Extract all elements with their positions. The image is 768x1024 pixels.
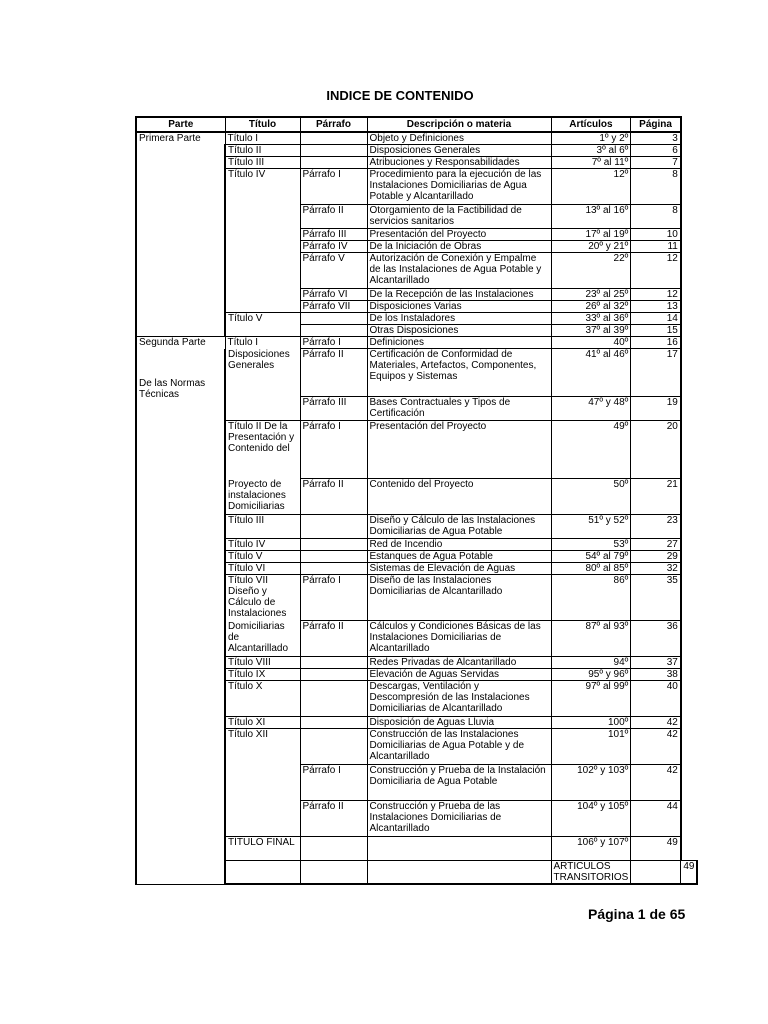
articulos-cell: 87º al 93º bbox=[551, 621, 631, 657]
parrafo-cell: Párrafo VII bbox=[300, 301, 367, 313]
pagina-cell: 23 bbox=[631, 515, 681, 539]
titulo-cell: Título I bbox=[225, 337, 300, 349]
parrafo-cell bbox=[300, 515, 367, 539]
articulos-cell: 7º al 11º bbox=[551, 157, 631, 169]
articulos-cell: 47º y 48º bbox=[551, 397, 631, 421]
titulo-cell: Título V bbox=[225, 551, 300, 563]
pagina-cell: 19 bbox=[631, 397, 681, 421]
parrafo-cell bbox=[367, 861, 551, 885]
descripcion-cell: Definiciones bbox=[367, 337, 551, 349]
titulo-cell: Título IX bbox=[225, 669, 300, 681]
titulo-cell: Disposiciones Generales bbox=[225, 349, 300, 397]
descripcion-cell: Construcción de las Instalaciones Domiciliarias de Agua Potable y de Alcantarillado bbox=[367, 729, 551, 765]
parrafo-cell bbox=[300, 313, 367, 325]
descripcion-cell: Construcción y Prueba de las Instalaciones Domiciliarias de Alcantarillado bbox=[367, 801, 551, 837]
table-of-contents bbox=[135, 116, 698, 885]
descripcion-cell: Presentación del Proyecto bbox=[367, 421, 551, 479]
descripcion-cell: De los Instaladores bbox=[367, 313, 551, 325]
titulo-cell bbox=[225, 765, 300, 801]
descripcion-cell: Estanques de Agua Potable bbox=[367, 551, 551, 563]
parrafo-cell: Párrafo III bbox=[300, 397, 367, 421]
pagina-cell: 27 bbox=[631, 539, 681, 551]
pagina-cell: 44 bbox=[631, 801, 681, 837]
pagina-cell: 32 bbox=[631, 563, 681, 575]
articulos-cell: 86º bbox=[551, 575, 631, 621]
page-title: INDICE DE CONTENIDO bbox=[326, 88, 474, 103]
parrafo-cell: Párrafo V bbox=[300, 253, 367, 289]
table-header-row bbox=[136, 117, 697, 132]
descripcion-cell: Contenido del Proyecto bbox=[367, 479, 551, 515]
articulos-cell: 12º bbox=[551, 169, 631, 205]
parrafo-cell bbox=[300, 325, 367, 337]
descripcion-cell: ARTICULOS TRANSITORIOS bbox=[551, 861, 631, 885]
descripcion-cell: Red de Incendio bbox=[367, 539, 551, 551]
titulo-cell: Título VII Diseño y Cálculo de Instalaciones bbox=[225, 575, 300, 621]
parrafo-cell: Párrafo II bbox=[300, 801, 367, 837]
pagina-cell: 35 bbox=[631, 575, 681, 621]
parrafo-cell bbox=[300, 157, 367, 169]
pagina-cell: 3 bbox=[631, 132, 681, 145]
parrafo-cell: Párrafo II bbox=[300, 479, 367, 515]
descripcion-cell: Procedimiento para la ejecución de las Instalaciones Domiciliarias de Agua Potable y Alcantarillado bbox=[367, 169, 551, 205]
titulo-cell: TÍTULO FINAL bbox=[225, 837, 300, 861]
parrafo-cell bbox=[300, 657, 367, 669]
parte-segunda-label: Segunda Parte bbox=[139, 337, 206, 348]
parrafo-cell bbox=[300, 539, 367, 551]
pagina-cell: 11 bbox=[631, 241, 681, 253]
pagina-cell: 36 bbox=[631, 621, 681, 657]
pagina-cell: 10 bbox=[631, 229, 681, 241]
articulos-cell: 3º al 6º bbox=[551, 145, 631, 157]
articulos-cell: 20º y 21º bbox=[551, 241, 631, 253]
titulo-cell: Título X bbox=[225, 681, 300, 717]
header-descripcion: Descripción o materia bbox=[367, 117, 551, 132]
pagina-cell: 29 bbox=[631, 551, 681, 563]
pagina-cell: 16 bbox=[631, 337, 681, 349]
header-articulos: Artículos bbox=[551, 117, 631, 132]
parrafo-cell: Párrafo I bbox=[300, 765, 367, 801]
titulo-cell bbox=[225, 801, 300, 837]
parrafo-cell bbox=[300, 717, 367, 729]
pagina-cell: 6 bbox=[631, 145, 681, 157]
titulo-cell: Título VI bbox=[225, 563, 300, 575]
parte-cell-empty bbox=[225, 861, 300, 885]
articulos-cell: 22º bbox=[551, 253, 631, 289]
descripcion-cell: Diseño y Cálculo de las Instalaciones Domiciliarias de Agua Potable bbox=[367, 515, 551, 539]
titulo-cell: Domiciliarias de Alcantarillado bbox=[225, 621, 300, 657]
header-parrafo: Párrafo bbox=[300, 117, 367, 132]
titulo-cell: Título XI bbox=[225, 717, 300, 729]
articulos-cell: 54º al 79º bbox=[551, 551, 631, 563]
pagina-cell: 38 bbox=[631, 669, 681, 681]
articulos-cell: 13º al 16º bbox=[551, 205, 631, 229]
descripcion-cell: Disposición de Aguas Lluvia bbox=[367, 717, 551, 729]
pagina-cell: 15 bbox=[631, 325, 681, 337]
articulos-cell: 106º y 107º bbox=[551, 837, 631, 861]
parte-segunda-subtitle: De las Normas Técnicas bbox=[139, 378, 206, 400]
pagina-cell: 7 bbox=[631, 157, 681, 169]
titulo-cell: Proyecto de instalaciones Domiciliarias bbox=[225, 479, 300, 515]
parrafo-cell: Párrafo II bbox=[300, 621, 367, 657]
articulos-cell: 104º y 105º bbox=[551, 801, 631, 837]
titulo-cell: Título I bbox=[225, 132, 300, 145]
parrafo-cell: Párrafo IV bbox=[300, 241, 367, 253]
parrafo-cell bbox=[300, 669, 367, 681]
articulos-cell: 101º bbox=[551, 729, 631, 765]
pagina-cell: 42 bbox=[631, 729, 681, 765]
titulo-cell: Título VIII bbox=[225, 657, 300, 669]
articulos-cell: 53º bbox=[551, 539, 631, 551]
pagina-cell: 37 bbox=[631, 657, 681, 669]
pagina-cell: 40 bbox=[631, 681, 681, 717]
descripcion-cell: Cálculos y Condiciones Básicas de las Instalaciones Domiciliarias de Alcantarillado bbox=[367, 621, 551, 657]
parrafo-cell: Párrafo VI bbox=[300, 289, 367, 301]
descripcion-cell: Objeto y Definiciones bbox=[367, 132, 551, 145]
articulos-cell: 23º al 25º bbox=[551, 289, 631, 301]
titulo-cell bbox=[225, 205, 300, 229]
table-row bbox=[136, 132, 697, 145]
pagina-cell: 49 bbox=[681, 861, 698, 885]
articulos-cell: 40º bbox=[551, 337, 631, 349]
parrafo-cell bbox=[300, 563, 367, 575]
articulos-cell: 94º bbox=[551, 657, 631, 669]
parrafo-cell: Párrafo III bbox=[300, 229, 367, 241]
parrafo-cell bbox=[300, 551, 367, 563]
articulos-cell: 37º al 39º bbox=[551, 325, 631, 337]
descripcion-cell: Otras Disposiciones bbox=[367, 325, 551, 337]
parrafo-cell: Párrafo I bbox=[300, 575, 367, 621]
header-titulo: Título bbox=[225, 117, 300, 132]
descripcion-cell: Atribuciones y Responsabilidades bbox=[367, 157, 551, 169]
descripcion-cell: Presentación del Proyecto bbox=[367, 229, 551, 241]
titulo-cell: Título II De la Presentación y Contenido del bbox=[225, 421, 300, 479]
descripcion-cell: Descargas, Ventilación y Descompresión de las Instalaciones Domiciliarias de Alcantarillado bbox=[367, 681, 551, 717]
titulo-cell: Título III bbox=[225, 157, 300, 169]
page-number: Página 1 de 65 bbox=[588, 906, 686, 922]
pagina-cell: 12 bbox=[631, 253, 681, 289]
descripcion-cell: Certificación de Conformidad de Materiales, Artefactos, Componentes, Equipos y Sistemas bbox=[367, 349, 551, 397]
pagina-cell: 21 bbox=[631, 479, 681, 515]
pagina-cell: 8 bbox=[631, 169, 681, 205]
pagina-cell: 12 bbox=[631, 289, 681, 301]
parrafo-cell bbox=[300, 132, 367, 145]
parrafo-cell bbox=[300, 837, 367, 861]
articulos-cell bbox=[631, 861, 681, 885]
articulos-cell: 26º al 32º bbox=[551, 301, 631, 313]
descripcion-cell: Autorización de Conexión y Empalme de las Instalaciones de Agua Potable y Alcantarillado bbox=[367, 253, 551, 289]
titulo-cell: Título V bbox=[225, 313, 300, 325]
descripcion-cell: Diseño de las Instalaciones Domiciliarias de Alcantarillado bbox=[367, 575, 551, 621]
titulo-cell: Título II bbox=[225, 145, 300, 157]
pagina-cell: 42 bbox=[631, 765, 681, 801]
titulo-cell: Título XII bbox=[225, 729, 300, 765]
articulos-cell: 97º al 99º bbox=[551, 681, 631, 717]
titulo-cell bbox=[300, 861, 367, 885]
descripcion-cell: Redes Privadas de Alcantarillado bbox=[367, 657, 551, 669]
parrafo-cell bbox=[300, 681, 367, 717]
parte-primera: Primera Parte bbox=[136, 132, 225, 337]
articulos-cell: 50º bbox=[551, 479, 631, 515]
parrafo-cell: Párrafo I bbox=[300, 337, 367, 349]
parrafo-cell bbox=[300, 145, 367, 157]
titulo-cell: Título III bbox=[225, 515, 300, 539]
descripcion-cell: Disposiciones Generales bbox=[367, 145, 551, 157]
articulos-cell: 100º bbox=[551, 717, 631, 729]
titulo-cell bbox=[225, 301, 300, 313]
parrafo-cell bbox=[300, 729, 367, 765]
pagina-cell: 8 bbox=[631, 205, 681, 229]
articulos-cell: 33º al 36º bbox=[551, 313, 631, 325]
descripcion-cell: Sistemas de Elevación de Aguas bbox=[367, 563, 551, 575]
header-parte: Parte bbox=[136, 117, 225, 132]
articulos-cell: 95º y 96º bbox=[551, 669, 631, 681]
titulo-cell bbox=[225, 229, 300, 241]
titulo-cell bbox=[225, 241, 300, 253]
pagina-cell: 42 bbox=[631, 717, 681, 729]
table-row bbox=[136, 337, 697, 349]
titulo-cell: Título IV bbox=[225, 539, 300, 551]
descripcion-cell: Disposiciones Varias bbox=[367, 301, 551, 313]
pagina-cell: 17 bbox=[631, 349, 681, 397]
articulos-cell: 49º bbox=[551, 421, 631, 479]
articulos-cell: 80º al 85º bbox=[551, 563, 631, 575]
header-pagina: Página bbox=[631, 117, 681, 132]
descripcion-cell bbox=[367, 837, 551, 861]
articulos-cell: 51º y 52º bbox=[551, 515, 631, 539]
descripcion-cell: Bases Contractuales y Tipos de Certificación bbox=[367, 397, 551, 421]
parrafo-cell: Párrafo I bbox=[300, 421, 367, 479]
descripcion-cell: Construcción y Prueba de la Instalación Domiciliaria de Agua Potable bbox=[367, 765, 551, 801]
descripcion-cell: De la Iniciación de Obras bbox=[367, 241, 551, 253]
titulo-cell bbox=[225, 397, 300, 421]
titulo-cell bbox=[225, 289, 300, 301]
parte-segunda bbox=[136, 337, 225, 885]
parrafo-cell: Párrafo I bbox=[300, 169, 367, 205]
titulo-cell bbox=[225, 253, 300, 289]
parrafo-cell: Párrafo II bbox=[300, 349, 367, 397]
descripcion-cell: De la Recepción de las Instalaciones bbox=[367, 289, 551, 301]
titulo-cell bbox=[225, 325, 300, 337]
articulos-cell: 17º al 19º bbox=[551, 229, 631, 241]
articulos-cell: 102º y 103º bbox=[551, 765, 631, 801]
parrafo-cell: Párrafo II bbox=[300, 205, 367, 229]
pagina-cell: 13 bbox=[631, 301, 681, 313]
pagina-cell: 49 bbox=[631, 837, 681, 861]
pagina-cell: 14 bbox=[631, 313, 681, 325]
articulos-cell: 1º y 2º bbox=[551, 132, 631, 145]
pagina-cell: 20 bbox=[631, 421, 681, 479]
descripcion-cell: Elevación de Aguas Servidas bbox=[367, 669, 551, 681]
articulos-cell: 41º al 46º bbox=[551, 349, 631, 397]
descripcion-cell: Otorgamiento de la Factibilidad de servicios sanitarios bbox=[367, 205, 551, 229]
titulo-cell: Título IV bbox=[225, 169, 300, 205]
